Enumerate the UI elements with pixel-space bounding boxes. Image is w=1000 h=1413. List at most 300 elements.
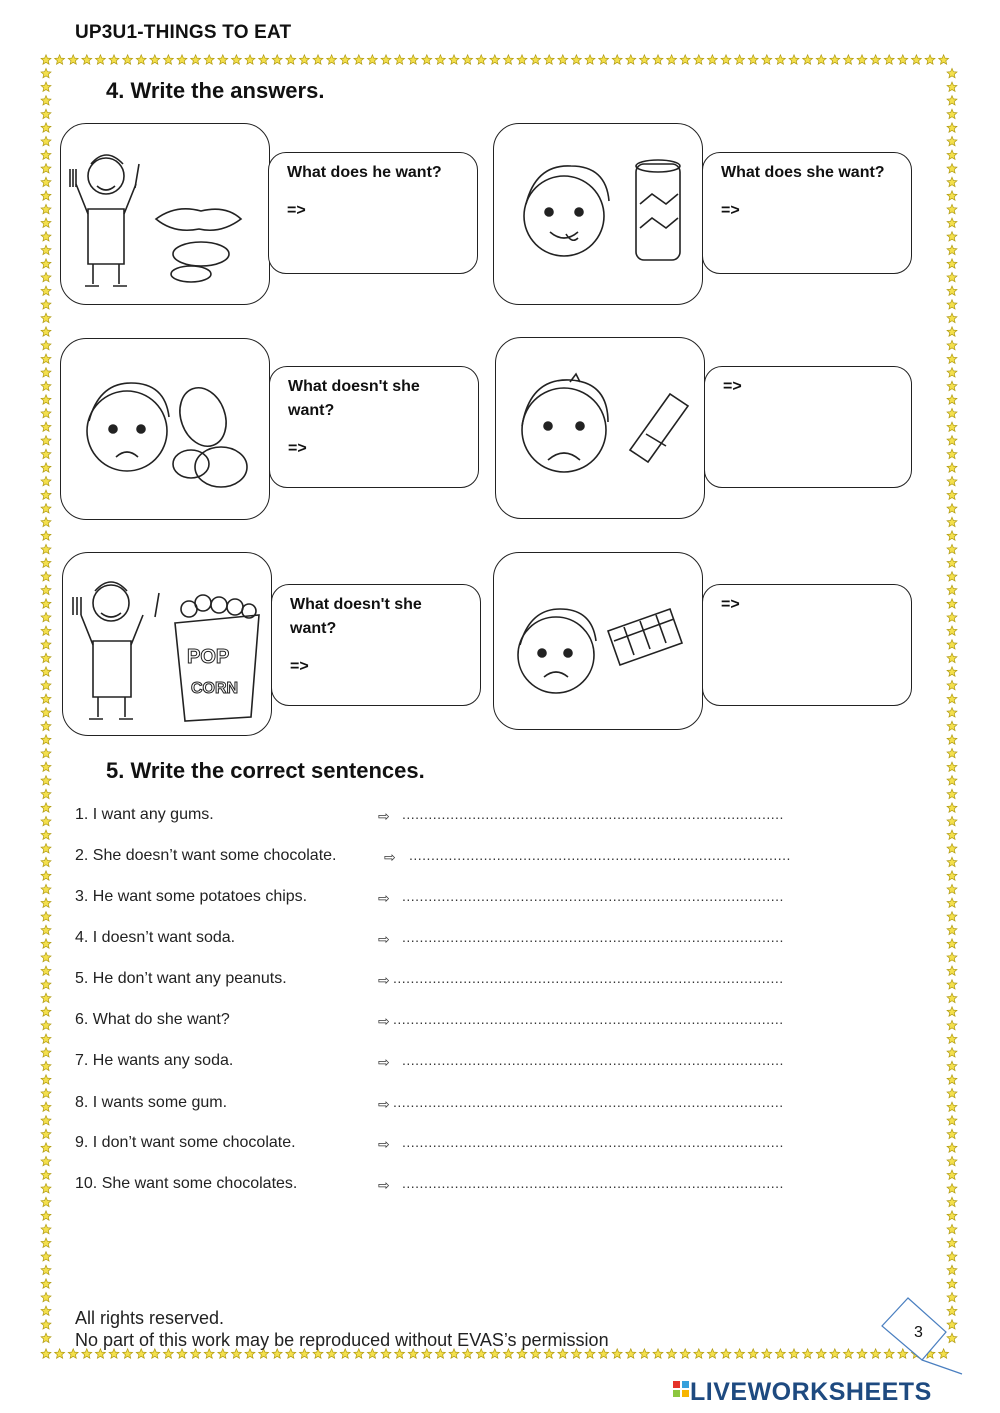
answer-blank[interactable]: .......................................................................................: [402, 1052, 784, 1068]
border-star-icon: [947, 300, 957, 309]
border-star-icon: [204, 55, 214, 64]
border-star-icon: [947, 558, 957, 567]
border-star-icon: [947, 898, 957, 907]
border-star-icon: [41, 164, 51, 173]
border-star-icon: [163, 55, 173, 64]
border-star-icon: [41, 490, 51, 499]
border-star-icon: [947, 531, 957, 540]
border-star-icon: [41, 1007, 51, 1016]
picture-card: [493, 123, 703, 305]
border-star-icon: [639, 55, 649, 64]
border-star-icon: [947, 830, 957, 839]
border-star-icon: [947, 844, 957, 853]
border-star-icon: [947, 626, 957, 635]
border-star-icon: [947, 82, 957, 91]
border-star-icon: [947, 517, 957, 526]
border-star-icon: [218, 55, 228, 64]
border-star-icon: [947, 708, 957, 717]
border-star-icon: [41, 1320, 51, 1329]
border-star-icon: [41, 109, 51, 118]
border-star-icon: [381, 55, 391, 64]
answer-prompt: =>: [288, 440, 307, 457]
border-star-icon: [395, 55, 405, 64]
border-star-icon: [748, 1349, 758, 1358]
sentence-text: 5. He don’t want any peanuts.: [75, 970, 287, 987]
border-star-icon: [231, 55, 241, 64]
border-star-icon: [947, 1102, 957, 1111]
border-star-icon: [947, 721, 957, 730]
border-star-icon: [463, 55, 473, 64]
border-star-icon: [41, 640, 51, 649]
border-star-icon: [947, 789, 957, 798]
question-box[interactable]: [704, 366, 912, 488]
border-star-icon: [41, 150, 51, 159]
document-title: UP3U1-THINGS TO EAT: [75, 22, 292, 43]
border-star-icon: [947, 1238, 957, 1247]
border-star-icon: [41, 871, 51, 880]
border-star-icon: [947, 980, 957, 989]
border-star-icon: [947, 803, 957, 812]
border-star-icon: [327, 55, 337, 64]
border-star-icon: [947, 381, 957, 390]
border-star-icon: [925, 55, 935, 64]
arrow-icon: ⇨: [378, 972, 390, 988]
border-star-icon: [272, 55, 282, 64]
border-star-icon: [947, 1061, 957, 1070]
border-star-icon: [41, 694, 51, 703]
border-star-icon: [41, 1034, 51, 1043]
border-star-icon: [449, 55, 459, 64]
brand-wordmark[interactable]: LIVEWORKSHEETS: [690, 1378, 932, 1406]
border-star-icon: [947, 449, 957, 458]
question-box[interactable]: [269, 366, 479, 488]
border-star-icon: [947, 762, 957, 771]
border-star-icon: [544, 55, 554, 64]
section-5-heading: 5. Write the correct sentences.: [106, 758, 425, 783]
border-star-icon: [41, 1156, 51, 1165]
border-star-icon: [947, 694, 957, 703]
border-star-icon: [41, 952, 51, 961]
question-text: What does she want?: [721, 164, 885, 181]
border-star-icon: [313, 55, 323, 64]
border-star-icon: [41, 748, 51, 757]
svg-text:POP: POP: [187, 646, 230, 668]
answer-blank[interactable]: .......................................................................................: [402, 806, 784, 822]
border-star-icon: [41, 1265, 51, 1274]
border-star-icon: [136, 55, 146, 64]
border-star-icon: [947, 1170, 957, 1179]
border-star-icon: [41, 1252, 51, 1261]
arrow-icon: ⇨: [384, 849, 396, 865]
question-box[interactable]: [702, 152, 912, 274]
border-star-icon: [41, 708, 51, 717]
arrow-icon: ⇨: [378, 1096, 390, 1112]
border-star-icon: [707, 55, 717, 64]
border-star-icon: [947, 1088, 957, 1097]
border-star-icon: [41, 966, 51, 975]
answer-blank[interactable]: .........................................................................................: [393, 1094, 784, 1110]
border-star-icon: [947, 259, 957, 268]
border-star-icon: [775, 1349, 785, 1358]
border-star-icon: [41, 667, 51, 676]
border-star-icon: [680, 1349, 690, 1358]
border-star-icon: [95, 55, 105, 64]
border-star-icon: [150, 55, 160, 64]
border-star-icon: [947, 572, 957, 581]
border-star-icon: [41, 218, 51, 227]
border-star-icon: [41, 191, 51, 200]
border-star-icon: [41, 354, 51, 363]
border-star-icon: [259, 55, 269, 64]
border-star-icon: [947, 177, 957, 186]
border-star-icon: [503, 55, 513, 64]
border-star-icon: [531, 55, 541, 64]
border-star-icon: [41, 177, 51, 186]
border-star-icon: [748, 55, 758, 64]
border-star-icon: [947, 1034, 957, 1043]
border-star-icon: [947, 612, 957, 621]
border-star-icon: [694, 55, 704, 64]
border-star-icon: [41, 939, 51, 948]
border-star-icon: [947, 1129, 957, 1138]
border-star-icon: [947, 952, 957, 961]
border-star-icon: [41, 286, 51, 295]
border-star-icon: [41, 300, 51, 309]
answer-blank[interactable]: .......................................................................................: [402, 929, 784, 945]
border-star-icon: [408, 55, 418, 64]
answer-blank[interactable]: .......................................................................................: [409, 847, 791, 863]
border-star-icon: [571, 55, 581, 64]
border-star-icon: [599, 55, 609, 64]
picture-card: [495, 337, 705, 519]
border-star-icon: [947, 1224, 957, 1233]
border-star-icon: [947, 1211, 957, 1220]
border-star-icon: [667, 1349, 677, 1358]
border-star-icon: [41, 735, 51, 744]
border-star-icon: [41, 776, 51, 785]
border-star-icon: [947, 1156, 957, 1165]
border-star-icon: [947, 272, 957, 281]
arrow-icon: ⇨: [378, 1054, 390, 1070]
border-star-icon: [55, 1349, 65, 1358]
border-star-icon: [947, 884, 957, 893]
border-star-icon: [41, 1349, 51, 1358]
border-star-icon: [816, 1349, 826, 1358]
border-star-icon: [947, 123, 957, 132]
border-star-icon: [667, 55, 677, 64]
border-star-icon: [947, 776, 957, 785]
border-star-icon: [41, 884, 51, 893]
border-star-icon: [41, 544, 51, 553]
border-star-icon: [947, 313, 957, 322]
answer-prompt: =>: [287, 202, 306, 219]
question-text: What doesn't she want?: [290, 596, 422, 637]
border-star-icon: [947, 422, 957, 431]
border-star-icon: [41, 408, 51, 417]
border-star-icon: [517, 55, 527, 64]
border-star-icon: [41, 55, 51, 64]
border-star-icon: [245, 55, 255, 64]
border-star-icon: [947, 476, 957, 485]
border-star-icon: [947, 109, 957, 118]
border-star-icon: [41, 898, 51, 907]
border-star-icon: [41, 449, 51, 458]
sentence-text: 7. He wants any soda.: [75, 1052, 234, 1069]
border-star-icon: [299, 55, 309, 64]
border-star-icon: [41, 340, 51, 349]
answer-blank[interactable]: .........................................................................................: [393, 1011, 784, 1027]
border-star-icon: [947, 912, 957, 921]
border-star-icon: [947, 1265, 957, 1274]
border-star-icon: [41, 816, 51, 825]
border-star-icon: [884, 55, 894, 64]
border-star-icon: [41, 96, 51, 105]
answer-prompt: =>: [723, 378, 742, 395]
border-star-icon: [41, 1143, 51, 1152]
answer-prompt: =>: [721, 202, 740, 219]
border-star-icon: [41, 395, 51, 404]
border-star-icon: [41, 857, 51, 866]
border-star-icon: [947, 748, 957, 757]
border-star-icon: [354, 55, 364, 64]
border-star-icon: [41, 272, 51, 281]
border-star-icon: [41, 1197, 51, 1206]
permission-line: No part of this work may be reproduced without EVAS’s permission: [75, 1330, 609, 1350]
border-star-icon: [947, 1116, 957, 1125]
svg-text:CORN: CORN: [191, 680, 239, 697]
border-star-icon: [653, 1349, 663, 1358]
border-star-icon: [109, 55, 119, 64]
border-star-icon: [947, 286, 957, 295]
sentence-text: 9. I don’t want some chocolate.: [75, 1134, 296, 1151]
arrow-icon: ⇨: [378, 808, 390, 824]
border-star-icon: [41, 381, 51, 390]
border-star-icon: [947, 463, 957, 472]
border-star-icon: [41, 204, 51, 213]
border-star-icon: [191, 55, 201, 64]
border-star-icon: [947, 340, 957, 349]
border-star-icon: [41, 68, 51, 77]
girl-smiling-with-soda-can-icon: [494, 124, 702, 304]
border-star-icon: [41, 1129, 51, 1138]
border-star-icon: [286, 55, 296, 64]
sentence-text: 6. What do she want?: [75, 1011, 230, 1028]
question-box[interactable]: [271, 584, 481, 706]
border-star-icon: [653, 55, 663, 64]
border-star-icon: [947, 191, 957, 200]
border-star-icon: [41, 993, 51, 1002]
border-star-icon: [735, 55, 745, 64]
border-star-icon: [947, 667, 957, 676]
border-star-icon: [41, 1020, 51, 1029]
border-star-icon: [947, 735, 957, 744]
border-star-icon: [41, 1306, 51, 1315]
sentence-text: 8. I wants some gum.: [75, 1094, 228, 1111]
border-star-icon: [843, 55, 853, 64]
border-star-icon: [830, 1349, 840, 1358]
border-star-icon: [626, 55, 636, 64]
border-star-icon: [41, 925, 51, 934]
answer-prompt: =>: [721, 596, 740, 613]
border-star-icon: [947, 1184, 957, 1193]
border-star-icon: [41, 1061, 51, 1070]
girl-sad-with-peanuts-icon: [61, 339, 269, 519]
border-star-icon: [947, 871, 957, 880]
border-star-icon: [41, 572, 51, 581]
sentence-text: 2. She doesn’t want some chocolate.: [75, 847, 337, 864]
border-star-icon: [41, 1238, 51, 1247]
border-star-icon: [41, 912, 51, 921]
border-star-icon: [41, 259, 51, 268]
border-star-icon: [41, 1292, 51, 1301]
border-star-icon: [41, 1170, 51, 1179]
border-star-icon: [947, 680, 957, 689]
answer-blank[interactable]: .......................................................................................: [402, 1175, 784, 1191]
border-star-icon: [41, 789, 51, 798]
border-star-icon: [41, 1184, 51, 1193]
border-star-icon: [41, 1211, 51, 1220]
arrow-icon: ⇨: [378, 931, 390, 947]
border-star-icon: [41, 653, 51, 662]
border-star-icon: [857, 55, 867, 64]
border-star-icon: [947, 150, 957, 159]
picture-card: [493, 552, 703, 730]
border-star-icon: [41, 313, 51, 322]
border-star-icon: [939, 55, 949, 64]
border-star-icon: [41, 762, 51, 771]
question-text: What does he want?: [287, 164, 442, 181]
border-star-icon: [947, 504, 957, 513]
border-star-icon: [41, 531, 51, 540]
page-number: 3: [914, 1324, 923, 1341]
picture-card: [60, 123, 270, 305]
question-box[interactable]: [268, 152, 478, 274]
border-star-icon: [947, 368, 957, 377]
border-star-icon: [947, 245, 957, 254]
border-star-icon: [947, 1252, 957, 1261]
answer-blank[interactable]: .......................................................................................: [402, 1134, 784, 1150]
border-star-icon: [694, 1349, 704, 1358]
border-star-icon: [947, 136, 957, 145]
arrow-icon: ⇨: [378, 1136, 390, 1152]
answer-blank[interactable]: .........................................................................................: [393, 970, 784, 986]
border-star-icon: [947, 408, 957, 417]
border-star-icon: [41, 844, 51, 853]
border-star-icon: [871, 55, 881, 64]
border-star-icon: [41, 1088, 51, 1097]
border-star-icon: [41, 436, 51, 445]
sentence-text: 4. I doesn’t want soda.: [75, 929, 236, 946]
border-star-icon: [707, 1349, 717, 1358]
border-star-icon: [41, 232, 51, 241]
border-star-icon: [947, 993, 957, 1002]
sentence-text: 3. He want some potatoes chips.: [75, 888, 308, 905]
border-star-icon: [639, 1349, 649, 1358]
border-star-icon: [41, 558, 51, 567]
sentence-text: 1. I want any gums.: [75, 806, 214, 823]
border-star-icon: [947, 585, 957, 594]
border-star-icon: [490, 55, 500, 64]
boy-with-fork-knife-and-potato-chips-icon: [61, 124, 269, 304]
border-star-icon: [367, 55, 377, 64]
sentence-text: 10. She want some chocolates.: [75, 1175, 298, 1192]
border-star-icon: [762, 1349, 772, 1358]
arrow-icon: ⇨: [378, 890, 390, 906]
border-star-icon: [762, 55, 772, 64]
border-star-icon: [41, 1116, 51, 1125]
border-star-icon: [947, 1279, 957, 1288]
border-star-icon: [41, 585, 51, 594]
border-star-icon: [177, 55, 187, 64]
border-star-icon: [947, 395, 957, 404]
border-star-icon: [947, 640, 957, 649]
border-star-icon: [41, 721, 51, 730]
border-star-icon: [857, 1349, 867, 1358]
border-star-icon: [41, 612, 51, 621]
section-4-heading: 4. Write the answers.: [106, 78, 325, 103]
picture-card: [60, 338, 270, 520]
border-star-icon: [947, 232, 957, 241]
border-star-icon: [721, 55, 731, 64]
border-star-icon: [435, 55, 445, 64]
border-star-icon: [41, 980, 51, 989]
border-star-icon: [735, 1349, 745, 1358]
border-star-icon: [68, 55, 78, 64]
border-star-icon: [41, 626, 51, 635]
border-star-icon: [41, 1224, 51, 1233]
border-star-icon: [789, 55, 799, 64]
border-star-icon: [41, 680, 51, 689]
border-star-icon: [41, 422, 51, 431]
arrow-icon: ⇨: [378, 1177, 390, 1193]
border-star-icon: [947, 354, 957, 363]
border-star-icon: [41, 123, 51, 132]
girl-sad-with-chocolate-icon: [494, 553, 702, 729]
copyright-line: All rights reserved.: [75, 1308, 225, 1328]
border-star-icon: [41, 504, 51, 513]
border-star-icon: [947, 96, 957, 105]
border-star-icon: [612, 1349, 622, 1358]
border-star-icon: [947, 68, 957, 77]
border-star-icon: [947, 204, 957, 213]
answer-blank[interactable]: .......................................................................................: [402, 888, 784, 904]
border-star-icon: [947, 1048, 957, 1057]
border-star-icon: [422, 55, 432, 64]
border-star-icon: [803, 55, 813, 64]
border-star-icon: [843, 1349, 853, 1358]
answer-prompt: =>: [290, 658, 309, 675]
border-star-icon: [626, 1349, 636, 1358]
border-star-icon: [947, 327, 957, 336]
border-star-icon: [41, 599, 51, 608]
border-star-icon: [947, 218, 957, 227]
border-star-icon: [789, 1349, 799, 1358]
border-star-icon: [41, 517, 51, 526]
border-star-icon: [947, 544, 957, 553]
picture-card: [62, 552, 272, 736]
border-star-icon: [947, 436, 957, 445]
border-star-icon: [41, 1075, 51, 1084]
border-star-icon: [947, 1007, 957, 1016]
border-star-icon: [947, 653, 957, 662]
arrow-icon: ⇨: [378, 1013, 390, 1029]
border-star-icon: [41, 1333, 51, 1342]
liveworksheets-logo-icon: [672, 1380, 690, 1404]
question-text: What doesn't she want?: [288, 378, 420, 419]
question-box[interactable]: [702, 584, 912, 706]
border-star-icon: [55, 55, 65, 64]
border-star-icon: [947, 966, 957, 975]
